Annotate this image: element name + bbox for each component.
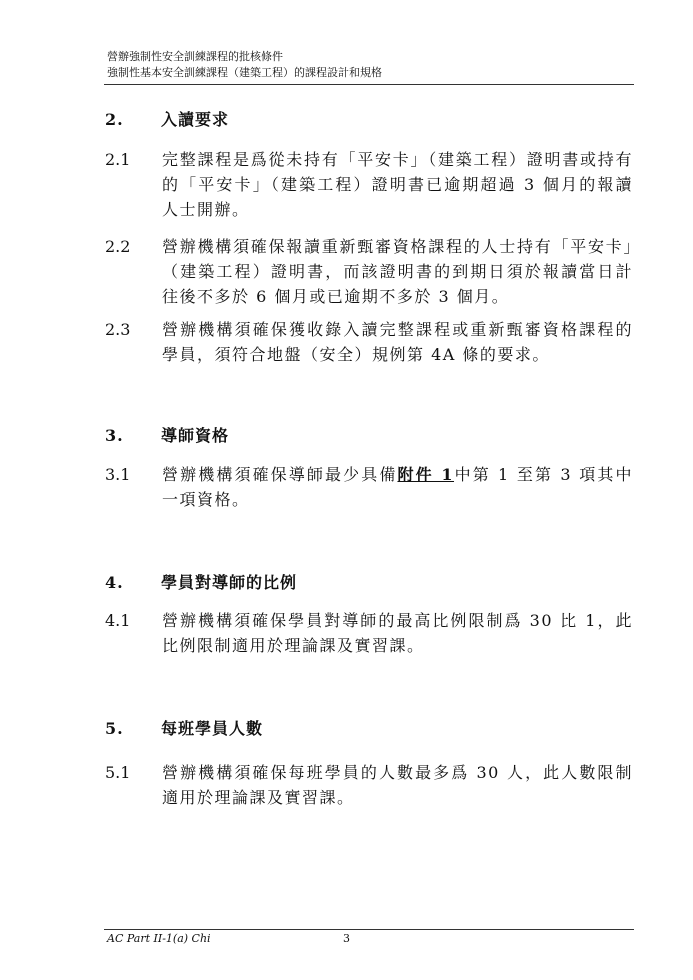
clause-text-before: 營辦機構須確保導師最少具備 [162, 465, 398, 484]
section-number: 3. [105, 426, 124, 445]
clause [105, 462, 633, 512]
section-number: 4. [105, 573, 124, 592]
header-line-1: 營辦強制性安全訓練課程的批核條件 [107, 50, 283, 63]
clause-number: 4.1 [105, 611, 131, 630]
clause [105, 234, 633, 309]
footer-divider [104, 929, 634, 930]
section-number: 2. [105, 110, 124, 129]
section-title [105, 570, 297, 593]
clause-number: 3.1 [105, 465, 131, 484]
section-number: 5. [105, 719, 124, 738]
clause-text: 營辦機構須確保每班學員的人數最多爲 30 人，此人數限制適用於理論課及實習課。 [162, 763, 633, 807]
page-header [107, 49, 633, 81]
section-title [105, 107, 229, 130]
section-heading: 入讀要求 [161, 110, 230, 129]
clause-number: 5.1 [105, 763, 131, 782]
clause-number: 2.1 [105, 150, 131, 169]
clause-text: 營辦機構須確保報讀重新甄審資格課程的人士持有「平安卡」（建築工程）證明書，而該證明書的到期日須於報讀當日計往後不多於 6 個月或已逾期不多於 3 個月。 [162, 237, 633, 306]
clause [105, 608, 633, 658]
clause [105, 147, 633, 222]
clause [105, 760, 633, 810]
clause-text: 營辦機構須確保學員對導師的最高比例限制爲 30 比 1，此比例限制適用於理論課及實習課。 [162, 611, 633, 655]
clause-text: 完整課程是爲從未持有「平安卡」（建築工程）證明書或持有的「平安卡」（建築工程）證明書已逾期超過 3 個月的報讀人士開辦。 [162, 150, 633, 219]
clause-number: 2.3 [105, 320, 131, 339]
clause-text [162, 462, 633, 512]
page-number: 3 [343, 932, 350, 945]
clause [105, 317, 633, 367]
section-title [105, 423, 229, 446]
clause-text-after: 中第 1 至第 3 項其中一項資格。 [162, 465, 633, 509]
section-title [105, 716, 263, 739]
section-heading: 每班學員人數 [161, 719, 264, 738]
clause-text: 營辦機構須確保獲收錄入讀完整課程或重新甄審資格課程的學員，須符合地盤（安全）規例第 4A 條的要求。 [162, 320, 633, 364]
footer-doc-ref: AC Part II-1(a) Chi [107, 932, 211, 945]
header-line-2: 強制性基本安全訓練課程（建築工程）的課程設計和規格 [107, 66, 382, 79]
clause-number: 2.2 [105, 237, 131, 256]
annex-1-link[interactable]: 附件 1 [397, 465, 455, 484]
header-divider [104, 84, 634, 85]
section-heading: 導師資格 [161, 426, 230, 445]
section-heading: 學員對導師的比例 [161, 573, 298, 592]
